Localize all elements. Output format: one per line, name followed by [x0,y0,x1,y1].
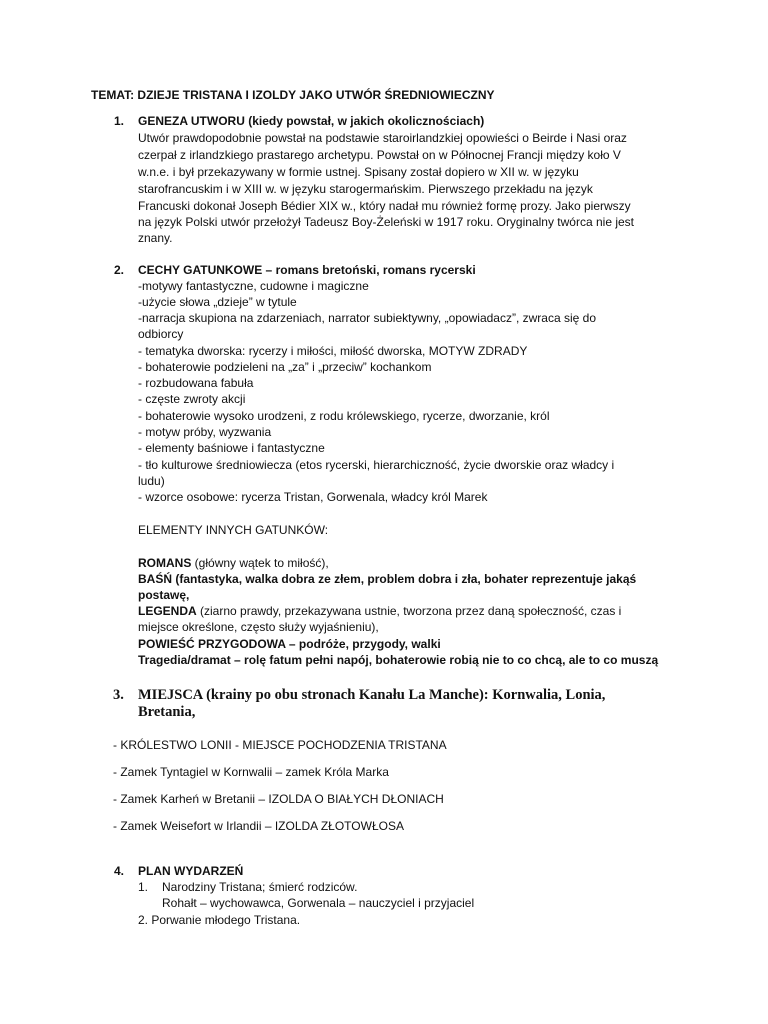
section-1-line: na język Polski utwór przełożył Tadeusz Boy-Żeleński w 1917 roku. Oryginalny twórca nie jest [138,215,634,229]
section-1-line: Utwór prawdopodobnie powstał na podstawie staroirlandzkiej opowieści o Beirde i Nasi oraz [138,131,627,145]
section-4-heading: PLAN WYDARZEŃ [138,864,244,878]
genre-legenda-cont: miejsce określone, często służy wyjaśnieniu), [138,620,379,634]
feature-line: - bohaterowie wysoko urodzeni, z rodu królewskiego, rycerze, dworzanie, król [138,409,550,423]
feature-line: - bohaterowie podzieleni na „za” i „przeciw” kochankom [138,360,432,374]
place-item: - Zamek Tyntagiel w Kornwalii – zamek Króla Marka [113,765,389,779]
place-item: - Zamek Karheń w Bretanii – IZOLDA O BIAŁYCH DŁONIACH [113,792,444,806]
feature-line: - wzorce osobowe: rycerza Tristan, Gorwenala, władcy król Marek [138,490,488,504]
section-1-line: w.n.e. i był przekazywany w formie ustnej. Spisany został dopiero w XII w. w języku [138,165,579,179]
section-4-number: 4. [114,864,125,878]
feature-line: - tematyka dworska: rycerzy i miłości, miłość dworska, MOTYW ZDRADY [138,344,528,358]
section-3-number: 3. [113,687,124,703]
plan-item: Narodziny Tristana; śmierć rodziców. [162,880,358,894]
section-1-line: czerpał z irlandzkiego prastarego archetypu. Powstał on w Północnej Francji między koło V [138,148,621,162]
section-1-line: znany. [138,231,173,245]
genre-basn-cont: postawę, [138,588,190,602]
place-item: - KRÓLESTWO LONII - MIEJSCE POCHODZENIA TRISTANA [113,738,447,752]
section-2-heading: CECHY GATUNKOWE – romans bretoński, romans rycerski [138,263,476,277]
feature-line: -użycie słowa „dzieje” w tytule [138,295,297,309]
section-1-line: starofrancuskim i w XIII w. w języku starogermańskim. Pierwszego przekładu na język [138,182,593,196]
feature-line: -motywy fantastyczne, cudowne i magiczne [138,279,369,293]
genre-powiesc: POWIEŚĆ PRZYGODOWA – podróże, przygody, walki [138,637,441,651]
section-3-heading-cont: Bretania, [138,704,196,720]
feature-line: - elementy baśniowe i fantastyczne [138,441,325,455]
section-3-heading: MIEJSCA (krainy po obu stronach Kanału La Manche): Kornwalia, Lonia, [138,687,606,703]
feature-line: ludu) [138,474,165,488]
genre-tragedia: Tragedia/dramat – rolę fatum pełni napój, bohaterowie robią nie to co chcą, ale to co muszą [138,653,659,667]
genre-legenda: LEGENDA (ziarno prawdy, przekazywana ustnie, tworzona przez daną społeczność, czas i [138,604,622,618]
section-1-heading: GENEZA UTWORU (kiedy powstał, w jakich okolicznościach) [138,114,485,128]
plan-item: 2. Porwanie młodego Tristana. [138,913,301,927]
feature-line: - motyw próby, wyzwania [138,425,272,439]
feature-line: - częste zwroty akcji [138,392,246,406]
plan-item-number: 1. [138,880,149,894]
genre-romans: ROMANS (główny wątek to miłość), [138,556,329,570]
plan-item-sub: Rohałt – wychowawca, Gorwenala – nauczyciel i przyjaciel [162,896,475,910]
feature-line: -narracja skupiona na zdarzeniach, narrator subiektywny, „opowiadacz”, zwraca się do [138,311,596,325]
place-item: - Zamek Weisefort w Irlandii – IZOLDA ZŁOTOWŁOSA [113,819,404,833]
feature-line: - rozbudowana fabuła [138,376,254,390]
feature-line: odbiorcy [138,327,184,341]
section-1-number: 1. [114,114,125,128]
genre-basn: BAŚŃ (fantastyka, walka dobra ze złem, problem dobra i zła, bohater reprezentuje jakąś [138,572,637,586]
other-genres-heading: ELEMENTY INNYCH GATUNKÓW: [138,523,329,537]
feature-line: - tło kulturowe średniowiecza (etos rycerski, hierarchiczność, życie dworskie oraz władcy i [138,458,615,472]
page-title: TEMAT: DZIEJE TRISTANA I IZOLDY JAKO UTWÓR ŚREDNIOWIECZNY [91,88,495,102]
section-1-line: Francuski dokonał Joseph Bédier XIX w., który nadał mu również formę prozy. Jako pierwszy [138,199,631,213]
section-2-number: 2. [114,263,125,277]
